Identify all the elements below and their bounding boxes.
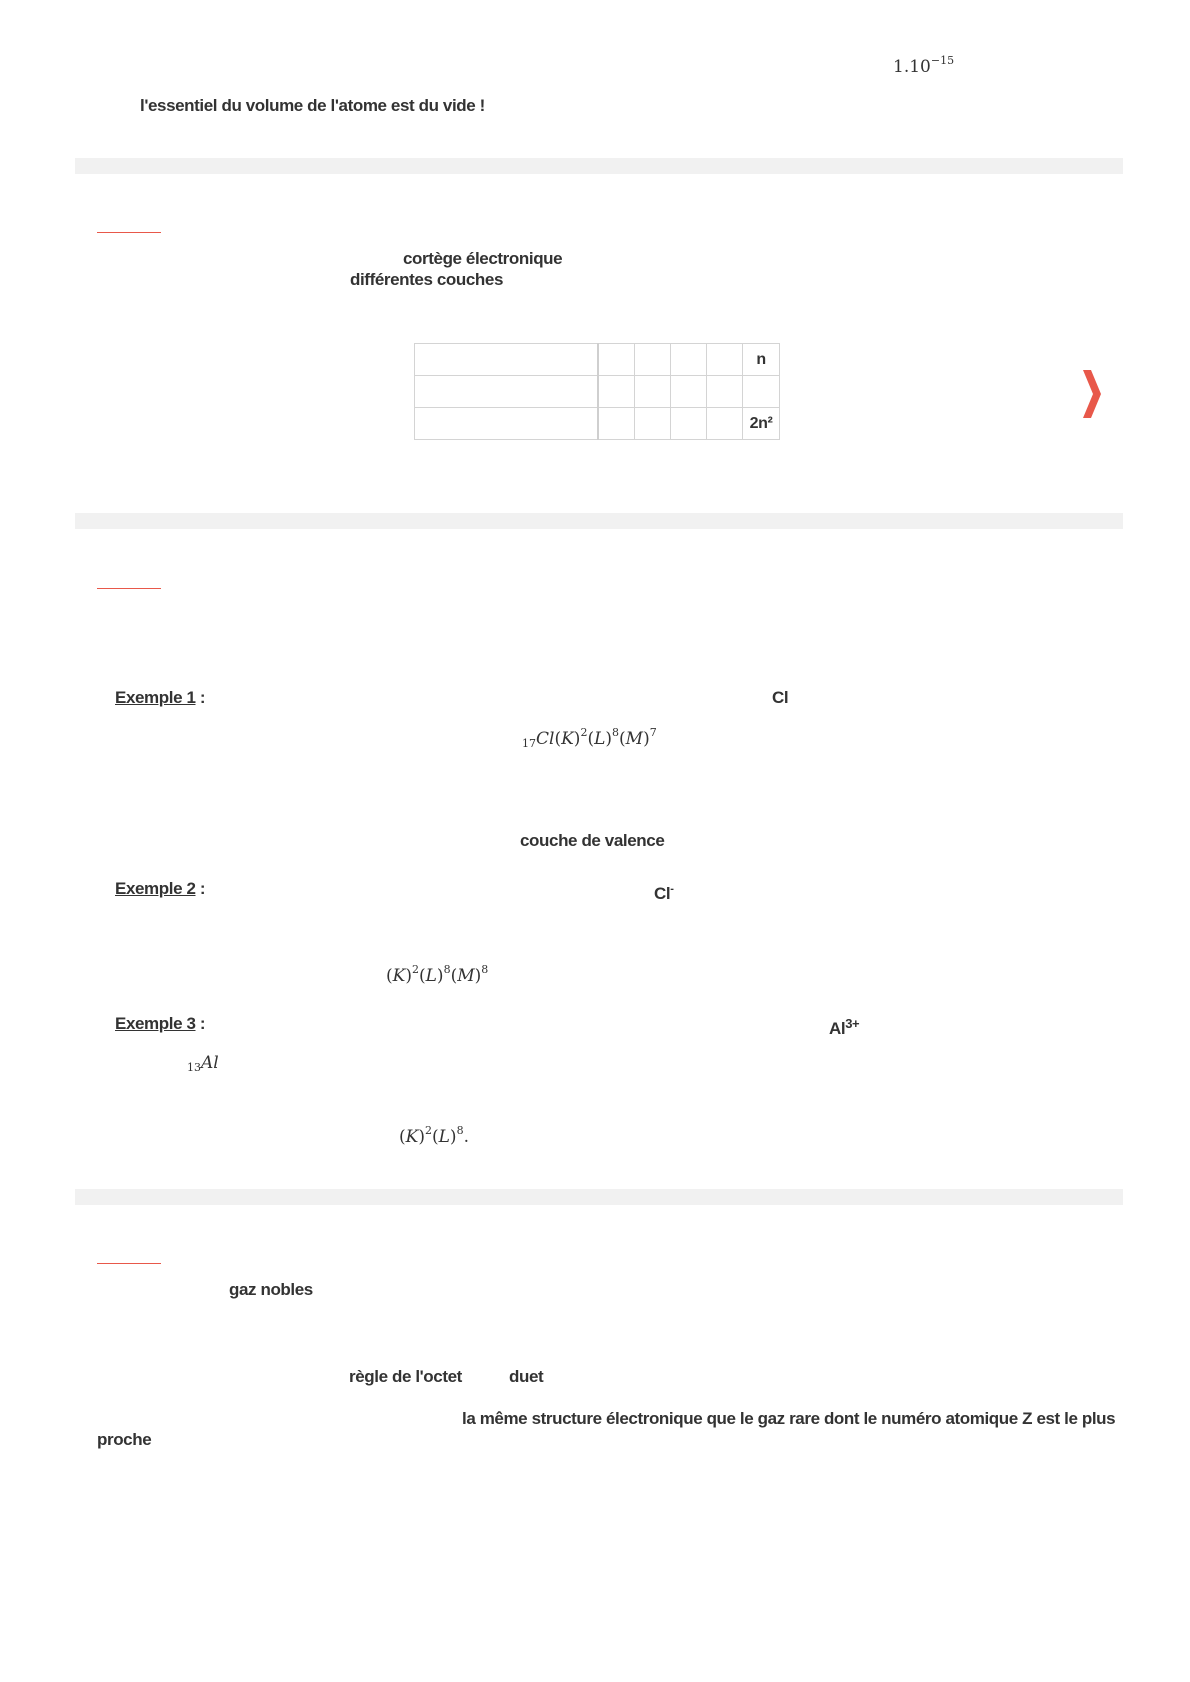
table-cell [415,344,599,376]
table-cell [671,408,707,440]
table-cell [707,376,743,408]
section-heading-rule-2 [97,588,161,589]
shell-m-count: 8 [481,963,489,976]
table-cell [671,344,707,376]
example-1-configuration: $_{17}Cl(K)^2(L)^8(M)^7$ [522,726,657,750]
table-cell [415,408,599,440]
structure-statement-line-2: proche [97,1430,152,1449]
ion-charge: - [670,883,674,895]
section-heading-rule-3 [97,1263,161,1264]
example-1-element: Cl [772,688,789,707]
example-3-ion [829,1014,859,1039]
term-regle-octet: règle de l'octet [349,1367,462,1386]
vacuum-emphasis: l'essentiel du volume de l'atome est du vide ! [140,96,485,115]
example-2-heading [115,879,205,899]
formula-end: . [463,1127,469,1147]
shell-k-count: 2 [424,1124,432,1137]
table-cell [707,344,743,376]
example-3-configuration: $(K)^2(L)^8$. [399,1124,469,1147]
table-cell [635,376,671,408]
shell-l-count: 8 [443,963,451,976]
example-3-atom [187,1053,219,1074]
example-2-label: Exemple 2 [115,879,196,898]
example-2-configuration: $(K)^2(L)^8(M)^8$ [386,963,489,986]
table-cell-n: n [743,344,780,376]
example-3-colon: : [195,1014,206,1033]
table-cell [635,344,671,376]
term-couche-de-valence: couche de valence [520,831,665,850]
element-symbol: Al [201,1053,219,1073]
ion-symbol: Al [829,1019,846,1038]
table-cell [415,376,599,408]
shell-l-count: 8 [612,726,620,739]
table-cell-max-electrons: 2n² [743,408,780,440]
section-heading-rule-1 [97,232,161,233]
table-row [415,376,780,408]
section-divider-3 [75,1189,1123,1205]
atomic-number: 13 [187,1061,201,1074]
term-cortege-electronique: cortège électronique [403,249,563,268]
table-row [415,408,780,440]
element-symbol: Cl [536,729,555,749]
table-cell [598,408,635,440]
chevron-right-icon[interactable] [1083,370,1101,418]
table-cell [671,376,707,408]
section-divider-1 [75,158,1123,174]
example-1-heading [115,688,205,708]
atomic-number: 17 [522,737,536,750]
shells-table [414,343,780,440]
example-1-label: Exemple 1 [115,688,196,707]
shell-k-count: 2 [580,726,588,739]
chevron-right-icon-graphic [1083,370,1101,418]
example-3-label: Exemple 3 [115,1014,196,1033]
example-3-heading [115,1014,205,1034]
structure-statement-line-1: la même structure électronique que le gaz rare dont le numéro atomique Z est le plus [462,1409,1116,1428]
term-gaz-nobles: gaz nobles [229,1280,313,1299]
nucleus-size-mantissa: 1.10 [893,57,931,77]
nucleus-size-formula [893,54,954,77]
table-cell [598,344,635,376]
table-row [415,344,780,376]
ion-charge: 3+ [845,1016,860,1031]
table-cell [598,376,635,408]
shell-k-count: 2 [411,963,419,976]
section-divider-2 [75,513,1123,529]
term-differentes-couches: différentes couches [350,270,504,289]
nucleus-size-exponent: −15 [930,54,955,67]
table-cell [635,408,671,440]
example-2-colon: : [195,879,206,898]
ion-symbol: Cl [654,884,671,903]
shell-m-count: 7 [649,726,657,739]
table-cell [743,376,780,408]
table-cell [707,408,743,440]
term-duet: duet [509,1367,544,1386]
example-1-colon: : [195,688,206,707]
shell-l-count: 8 [456,1124,464,1137]
example-2-ion [654,879,673,904]
